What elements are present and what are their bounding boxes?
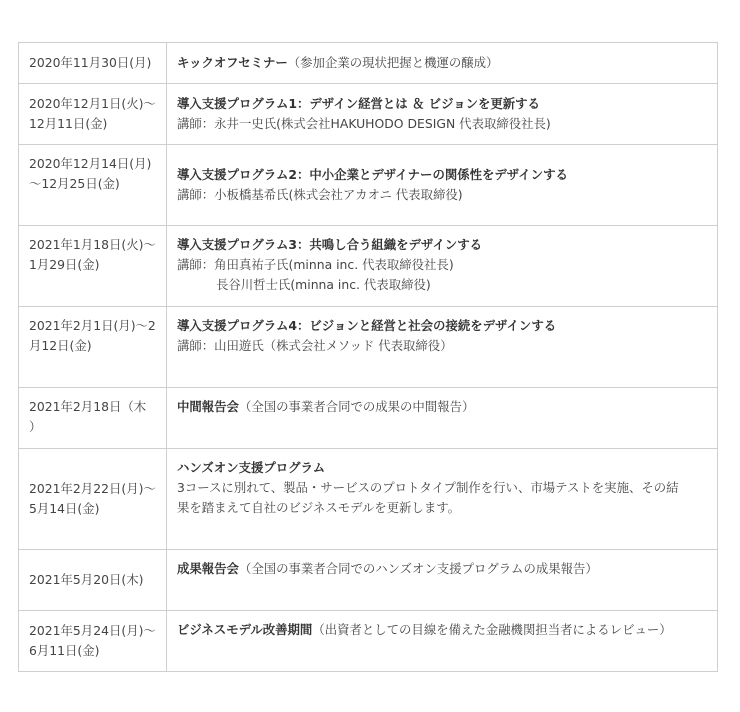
event-detail: 講師：角田真祐子氏(minna inc. 代表取締役社長)	[177, 257, 454, 272]
event-note: （出資者としての目線を備えた金融機関担当者によるレビュー）	[312, 622, 672, 637]
date-cell	[19, 550, 167, 611]
date-cell	[19, 307, 167, 388]
date-line: 2021年2月18日（木	[29, 399, 147, 414]
event-title: キックオフセミナー	[177, 55, 288, 70]
event-title: ハンズオン支援プログラム	[177, 460, 326, 475]
content-cell	[167, 388, 718, 449]
event-detail: 講師：永井一史氏(株式会社HAKUHODO DESIGN 代表取締役社長)	[177, 116, 551, 131]
content-cell	[167, 43, 718, 84]
date-cell	[19, 388, 167, 449]
content-cell	[167, 145, 718, 226]
table-row	[19, 550, 718, 611]
date-cell	[19, 43, 167, 84]
event-detail: 3コースに別れて、製品・サービスのプロトタイプ制作を行い、市場テストを実施、その結	[177, 480, 679, 495]
date-line: 1月29日(金)	[29, 257, 100, 272]
event-title: 導入支援プログラム2：中小企業とデザイナーの関係性をデザインする	[177, 167, 568, 182]
content-cell	[167, 84, 718, 145]
date-line: 2020年11月30日(月)	[29, 55, 152, 70]
event-title: 成果報告会	[177, 561, 239, 576]
table-row	[19, 611, 718, 672]
date-cell	[19, 226, 167, 307]
event-detail: 長谷川哲士氏(minna inc. 代表取締役)	[216, 277, 431, 292]
event-note: （全国の事業者合同での成果の中間報告）	[238, 399, 475, 414]
date-line: 2020年12月14日(月)	[29, 156, 152, 171]
event-note: （全国の事業者合同でのハンズオン支援プログラムの成果報告）	[238, 561, 598, 576]
content-cell	[167, 449, 718, 550]
date-line: 2021年2月22日(月)〜	[29, 481, 156, 496]
content-cell	[167, 611, 718, 672]
table-row	[19, 226, 718, 307]
date-line: 5月14日(金)	[29, 501, 100, 516]
table-row	[19, 307, 718, 388]
event-title: 導入支援プログラム4：ビジョンと経営と社会の接続をデザインする	[177, 318, 557, 333]
date-line: 2021年1月18日(火)〜	[29, 237, 156, 252]
date-cell	[19, 84, 167, 145]
date-line: 12月11日(金)	[29, 116, 108, 131]
event-note: （参加企業の現状把握と機運の醸成）	[287, 55, 499, 70]
table-row	[19, 449, 718, 550]
content-cell	[167, 550, 718, 611]
event-detail: 講師：小板橋基希氏(株式会社アカオニ 代表取締役)	[177, 187, 463, 202]
date-line: 2021年5月24日(月)〜	[29, 623, 156, 638]
event-title: 導入支援プログラム3：共鳴し合う組織をデザインする	[177, 237, 483, 252]
date-line: 2021年2月1日(月)〜2	[29, 318, 156, 333]
content-cell	[167, 307, 718, 388]
table-row	[19, 145, 718, 226]
event-detail: 講師：山田遊氏（株式会社メソッド 代表取締役）	[177, 338, 453, 353]
date-cell	[19, 611, 167, 672]
event-title: 中間報告会	[177, 399, 239, 414]
date-line: 2020年12月1日(火)〜	[29, 96, 156, 111]
content-cell	[167, 226, 718, 307]
event-detail: 果を踏まえて自社のビジネスモデルを更新します。	[177, 500, 461, 515]
date-line: 6月11日(金)	[29, 643, 100, 658]
table-row	[19, 84, 718, 145]
date-cell	[19, 449, 167, 550]
date-line: 2021年5月20日(木)	[29, 572, 144, 587]
date-cell	[19, 145, 167, 226]
date-line: 月12日(金)	[29, 338, 92, 353]
event-title: 導入支援プログラム1：デザイン経営とは ＆ ビジョンを更新する	[177, 96, 540, 111]
date-line: 〜12月25日(金)	[29, 176, 120, 191]
event-title: ビジネスモデル改善期間	[177, 622, 313, 637]
table-row	[19, 43, 718, 84]
table-row	[19, 388, 718, 449]
date-line: ）	[29, 419, 42, 434]
schedule-table	[18, 42, 718, 672]
